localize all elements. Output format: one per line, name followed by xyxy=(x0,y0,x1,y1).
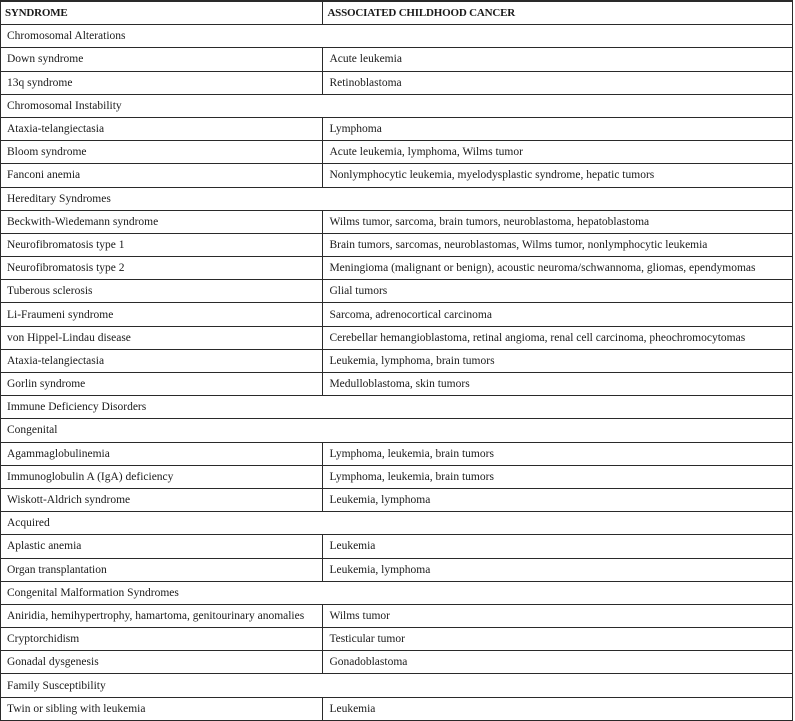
section-label: Chromosomal Alterations xyxy=(1,25,793,48)
section-label: Acquired xyxy=(1,512,793,535)
table-row xyxy=(1,233,793,256)
section-row xyxy=(1,187,793,210)
syndrome-cell: Gorlin syndrome xyxy=(1,373,323,396)
table-row xyxy=(1,210,793,233)
associated-cancer-cell: Meningioma (malignant or benign), acoustic neuroma/schwannoma, gliomas, ependymomas xyxy=(323,257,793,280)
associated-cancer-cell: Glial tumors xyxy=(323,280,793,303)
associated-cancer-cell: Lymphoma, leukemia, brain tumors xyxy=(323,465,793,488)
associated-cancer-cell: Cerebellar hemangioblastoma, retinal angioma, renal cell carcinoma, pheochromocytomas xyxy=(323,326,793,349)
associated-cancer-cell: Leukemia, lymphoma, brain tumors xyxy=(323,349,793,372)
section-row xyxy=(1,94,793,117)
syndrome-cell: Immunoglobulin A (IgA) deficiency xyxy=(1,465,323,488)
associated-cancer-cell: Wilms tumor, sarcoma, brain tumors, neuroblastoma, hepatoblastoma xyxy=(323,210,793,233)
section-row xyxy=(1,419,793,442)
associated-cancer-cell: Nonlymphocytic leukemia, myelodysplastic syndrome, hepatic tumors xyxy=(323,164,793,187)
section-row xyxy=(1,674,793,697)
associated-cancer-cell: Wilms tumor xyxy=(323,604,793,627)
syndrome-cell: Gonadal dysgenesis xyxy=(1,651,323,674)
table-row xyxy=(1,48,793,71)
syndrome-cell: Wiskott-Aldrich syndrome xyxy=(1,488,323,511)
table-row xyxy=(1,628,793,651)
syndrome-cell: von Hippel-Lindau disease xyxy=(1,326,323,349)
syndrome-cell: Fanconi anemia xyxy=(1,164,323,187)
table-row xyxy=(1,280,793,303)
table-row xyxy=(1,349,793,372)
section-row xyxy=(1,396,793,419)
syndrome-cell: Agammaglobulinemia xyxy=(1,442,323,465)
associated-cancer-cell: Leukemia, lymphoma xyxy=(323,488,793,511)
table-row xyxy=(1,373,793,396)
table-row xyxy=(1,164,793,187)
table-row xyxy=(1,257,793,280)
syndrome-cell: Cryptorchidism xyxy=(1,628,323,651)
syndrome-cell: Ataxia-telangiectasia xyxy=(1,349,323,372)
associated-cancer-cell: Leukemia xyxy=(323,697,793,720)
syndrome-cell: Ataxia-telangiectasia xyxy=(1,117,323,140)
table-row xyxy=(1,488,793,511)
syndrome-cell: Li-Fraumeni syndrome xyxy=(1,303,323,326)
header-associated-cancer: ASSOCIATED CHILDHOOD CANCER xyxy=(323,1,793,25)
syndrome-cell: Neurofibromatosis type 1 xyxy=(1,233,323,256)
section-label: Chromosomal Instability xyxy=(1,94,793,117)
associated-cancer-cell: Acute leukemia, lymphoma, Wilms tumor xyxy=(323,141,793,164)
associated-cancer-cell: Medulloblastoma, skin tumors xyxy=(323,373,793,396)
table-header-row xyxy=(1,1,793,25)
section-label: Family Susceptibility xyxy=(1,674,793,697)
associated-cancer-cell: Leukemia, lymphoma xyxy=(323,558,793,581)
table-row xyxy=(1,326,793,349)
section-label: Immune Deficiency Disorders xyxy=(1,396,793,419)
associated-cancer-cell: Lymphoma xyxy=(323,117,793,140)
table-body xyxy=(1,25,793,721)
table-row xyxy=(1,442,793,465)
table-row xyxy=(1,651,793,674)
table-row xyxy=(1,141,793,164)
table-row xyxy=(1,558,793,581)
table-row xyxy=(1,697,793,720)
table-row xyxy=(1,117,793,140)
syndrome-cell: Tuberous sclerosis xyxy=(1,280,323,303)
syndrome-cell: Organ transplantation xyxy=(1,558,323,581)
associated-cancer-cell: Retinoblastoma xyxy=(323,71,793,94)
section-label: Congenital xyxy=(1,419,793,442)
header-syndrome: SYNDROME xyxy=(1,1,323,25)
table-row xyxy=(1,465,793,488)
section-row xyxy=(1,25,793,48)
associated-cancer-cell: Sarcoma, adrenocortical carcinoma xyxy=(323,303,793,326)
table-row xyxy=(1,303,793,326)
syndrome-cell: Bloom syndrome xyxy=(1,141,323,164)
associated-cancer-cell: Testicular tumor xyxy=(323,628,793,651)
table-row xyxy=(1,535,793,558)
section-label: Congenital Malformation Syndromes xyxy=(1,581,793,604)
section-row xyxy=(1,512,793,535)
syndrome-cell: Aplastic anemia xyxy=(1,535,323,558)
table-row xyxy=(1,604,793,627)
syndrome-cell: Down syndrome xyxy=(1,48,323,71)
associated-cancer-cell: Gonadoblastoma xyxy=(323,651,793,674)
associated-cancer-cell: Brain tumors, sarcomas, neuroblastomas, Wilms tumor, nonlymphocytic leukemia xyxy=(323,233,793,256)
associated-cancer-cell: Leukemia xyxy=(323,535,793,558)
syndrome-cell: Twin or sibling with leukemia xyxy=(1,697,323,720)
associated-cancer-cell: Acute leukemia xyxy=(323,48,793,71)
syndrome-cell: 13q syndrome xyxy=(1,71,323,94)
section-row xyxy=(1,581,793,604)
syndrome-cell: Beckwith-Wiedemann syndrome xyxy=(1,210,323,233)
table-row xyxy=(1,71,793,94)
syndrome-cell: Aniridia, hemihypertrophy, hamartoma, genitourinary anomalies xyxy=(1,604,323,627)
section-label: Hereditary Syndromes xyxy=(1,187,793,210)
syndrome-cell: Neurofibromatosis type 2 xyxy=(1,257,323,280)
associated-cancer-cell: Lymphoma, leukemia, brain tumors xyxy=(323,442,793,465)
